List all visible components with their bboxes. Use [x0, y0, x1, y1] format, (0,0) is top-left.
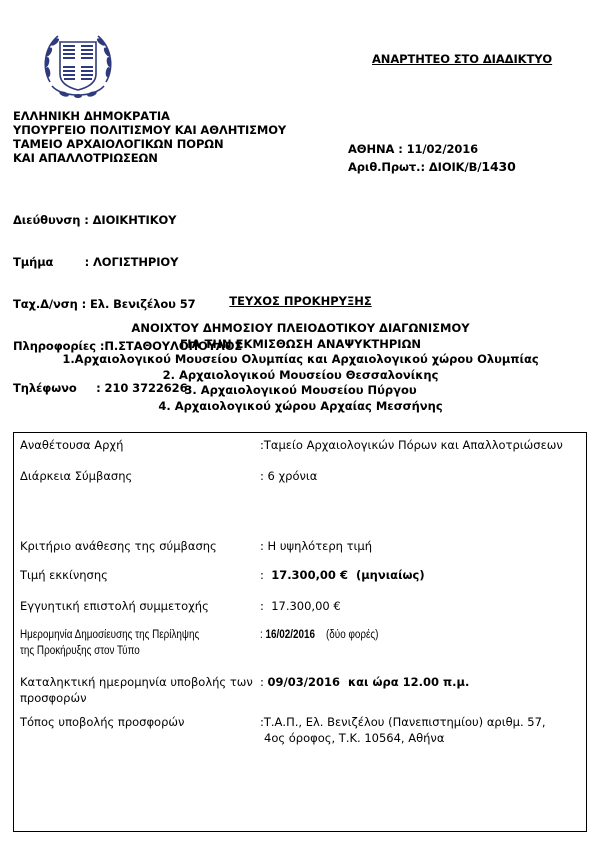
- issuer-line: ΥΠΟΥΡΓΕΙΟ ΠΟΛΙΤΙΣΜΟΥ ΚΑΙ ΑΘΛΗΤΙΣΜΟΥ: [13, 123, 287, 137]
- contact-line: Τμήμα : ΛΟΓΙΣΤΗΡΙΟΥ: [13, 255, 179, 269]
- award-criterion-label: Κριτήριο ανάθεσης της σύμβασης: [20, 539, 217, 553]
- protocol-number: [348, 158, 516, 176]
- publication-date-label: [20, 627, 228, 659]
- starting-price-row: [260, 567, 425, 583]
- separator: :: [260, 599, 272, 613]
- issuer-line: ΚΑΙ ΑΠΑΛΛΟΤΡΙΩΣΕΩΝ: [13, 151, 158, 165]
- document-title: ΤΕΥΧΟΣ ΠΡΟΚΗΡΥΞΗΣ: [229, 294, 372, 308]
- submission-place-line2: 4ος όροφος, Τ.Κ. 10564, Αθήνα: [264, 731, 445, 745]
- deadline-label-line2: προσφορών: [20, 691, 87, 705]
- issuer-line: ΤΑΜΕΙΟ ΑΡΧΑΙΟΛΟΓΙΚΩΝ ΠΟΡΩΝ: [13, 137, 224, 151]
- subtitle-line: ΑΝΟΙΧΤΟΥ ΔΗΜΟΣΙΟΥ ΠΛΕΙΟΔΟΤΙΚΟΥ ΔΙΑΓΩΝΙΣΜΟΥ: [131, 321, 470, 335]
- submission-place-line1: :Τ.Α.Π., Ελ. Βενιζέλου (Πανεπιστημίου) αριθμ. 57,: [260, 715, 546, 729]
- contracting-authority-label: Αναθέτουσα Αρχή: [20, 438, 124, 452]
- separator: :: [260, 568, 272, 582]
- subtitle-line: 2. Αρχαιολογικού Μουσείου Θεσσαλονίκης: [162, 367, 439, 382]
- publication-date-note: (δύο φορές): [325, 629, 379, 641]
- separator: :: [260, 629, 266, 641]
- publication-date-value: 16/02/2016: [265, 629, 315, 641]
- contact-line: Ταχ.Δ/νση : Ελ. Βενιζέλου 57: [13, 297, 196, 311]
- starting-price-label: Τιμή εκκίνησης: [20, 568, 108, 582]
- award-criterion-value: : Η υψηλότερη τιμή: [260, 539, 373, 553]
- contact-line: Τηλέφωνο : 210 3722626: [13, 381, 188, 395]
- contact-line: Διεύθυνση : ΔΙΟΙΚΗΤΙΚΟΥ: [13, 213, 177, 227]
- guarantee-label: Εγγυητική επιστολή συμμετοχής: [20, 599, 209, 613]
- publication-date-row: [260, 627, 378, 643]
- protocol-number-value: 1430: [481, 159, 516, 174]
- separator: :: [260, 675, 268, 689]
- subtitle-line: ΓΙΑ ΤΗΝ ΕΚΜΙΣΘΩΣΗ ΑΝΑΨΥΚΤΗΡΙΩΝ: [179, 336, 421, 351]
- subtitle-line: 3. Αρχαιολογικού Μουσείου Πύργου: [184, 383, 417, 397]
- guarantee-row: [260, 598, 341, 614]
- deadline-row: [260, 674, 469, 690]
- issuer-block: [13, 109, 286, 165]
- issuer-line: ΕΛΛΗΝΙΚΗ ΔΗΜΟΚΡΑΤΙΑ: [13, 109, 170, 123]
- place-date: ΑΘΗΝΑ : 11/02/2016: [348, 142, 479, 156]
- tender-subtitle: [0, 321, 601, 414]
- greek-coat-of-arms-icon: [38, 24, 118, 104]
- protocol-label: Αριθ.Πρωτ.: ΔΙΟΙΚ/Β/: [348, 160, 482, 174]
- tender-details-box: [13, 432, 587, 832]
- deadline-label: [20, 674, 253, 706]
- date-block: [348, 140, 516, 176]
- guarantee-value: 17.300,00 €: [271, 599, 341, 613]
- contact-line: Πληροφορίες :Π.ΣΤΑΘΟΥΛΟΠΟΥΛΟΣ: [13, 339, 243, 353]
- subtitle-line: 1.Αρχαιολογικού Μουσείου Ολυμπίας και Αρχαιολογικού χώρου Ολυμπίας: [62, 352, 539, 366]
- contracting-authority-value: :Ταμείο Αρχαιολογικών Πόρων και Απαλλοτριώσεων: [260, 438, 563, 452]
- submission-place-value: [260, 714, 546, 746]
- submission-place-label: Τόπος υποβολής προσφορών: [20, 715, 185, 729]
- publication-date-label-line1: Ημερομηνία Δημοσίευσης της Περίληψης: [20, 629, 200, 641]
- duration-label: Διάρκεια Σύμβασης: [20, 469, 133, 483]
- publication-date-label-line2: της Προκήρυξης στον Τύπο: [20, 645, 140, 657]
- publish-online-notice: ΑΝΑΡΤΗΤΕΟ ΣΤΟ ΔΙΑΔΙΚΤΥΟ: [372, 52, 553, 66]
- duration-value: : 6 χρόνια: [260, 469, 318, 483]
- deadline-value: 09/03/2016 και ώρα 12.00 π.μ.: [267, 675, 470, 689]
- subtitle-line: 4. Αρχαιολογικού χώρου Αρχαίας Μεσσήνης: [158, 398, 443, 413]
- deadline-label-line1: Καταληκτική ημερομηνία υποβολής των: [20, 675, 253, 689]
- starting-price-value: 17.300,00 € (μηνιαίως): [271, 568, 425, 582]
